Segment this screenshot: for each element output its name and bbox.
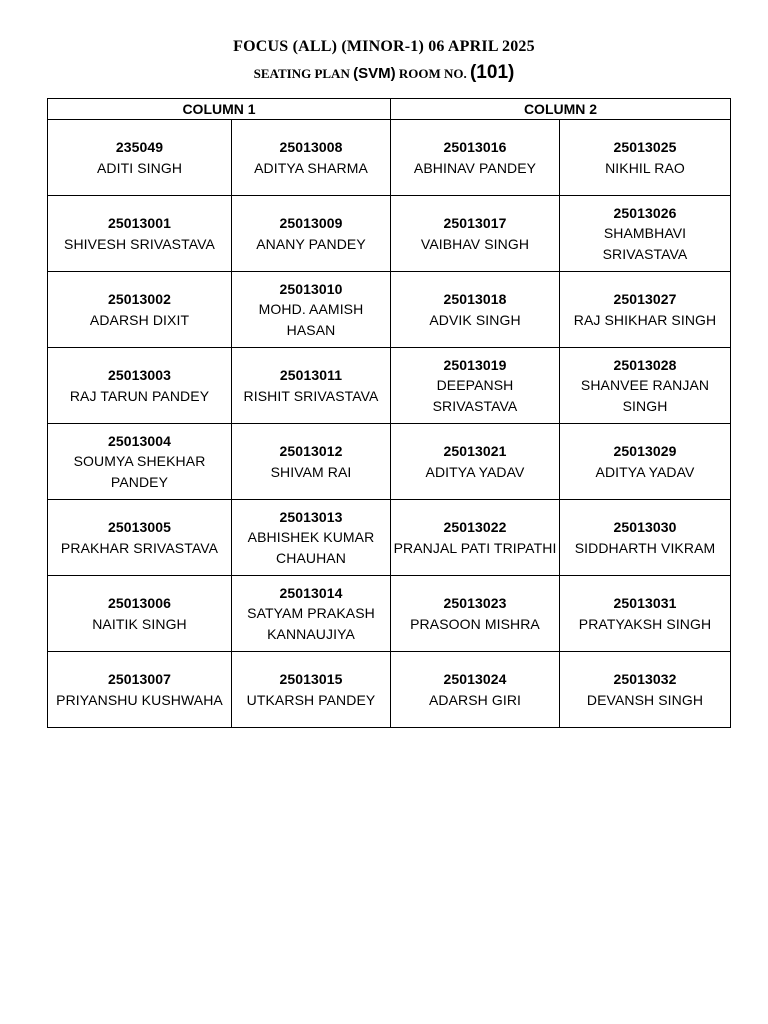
seat-cell	[560, 120, 731, 196]
seat-cell	[48, 424, 232, 500]
student-name: PRAKHAR SRIVASTAVA	[60, 539, 219, 556]
table-row	[48, 120, 731, 196]
seat-cell	[232, 120, 391, 196]
student-name: SHAMBHAVI SRIVASTAVA	[602, 225, 688, 262]
student-name: ANANY PANDEY	[256, 235, 366, 252]
table-row	[48, 424, 731, 500]
roll-number: 25013030	[613, 519, 677, 535]
seat-cell	[391, 348, 560, 424]
seat-cell	[232, 196, 391, 272]
roll-number: 25013003	[107, 367, 172, 383]
seating-table-body	[48, 120, 731, 728]
seat-cell	[391, 120, 560, 196]
seat-cell	[560, 500, 731, 576]
roll-number: 25013004	[107, 432, 172, 449]
seat-cell	[48, 576, 232, 652]
seat-cell	[232, 652, 391, 728]
roll-number: 25013017	[443, 215, 507, 231]
student-name: ADITYA YADAV	[425, 463, 525, 480]
student-name: DEEPANSH SRIVASTAVA	[432, 377, 518, 414]
roll-number: 235049	[115, 139, 164, 155]
student-name: RAJ SHIKHAR SINGH	[573, 311, 717, 328]
seat-cell	[232, 348, 391, 424]
seat-cell	[391, 652, 560, 728]
roll-number: 25013006	[107, 595, 172, 611]
roll-number: 25013019	[443, 356, 507, 373]
seat-cell	[560, 576, 731, 652]
student-name: ADITYA YADAV	[595, 463, 695, 480]
student-name: ABHINAV PANDEY	[413, 159, 537, 176]
student-name: PRASOON MISHRA	[410, 615, 540, 632]
roll-number: 25013016	[443, 139, 507, 155]
seat-cell	[48, 652, 232, 728]
seat-cell	[391, 424, 560, 500]
roll-number: 25013032	[613, 671, 677, 687]
roll-number: 25013022	[443, 519, 507, 535]
centre-code: (SVM)	[353, 65, 396, 82]
seat-cell	[391, 196, 560, 272]
student-name: NIKHIL RAO	[605, 159, 685, 176]
table-row	[48, 348, 731, 424]
roll-number: 25013013	[279, 508, 343, 525]
room-label: ROOM NO.	[398, 66, 467, 81]
column-1-header: COLUMN 1	[48, 99, 391, 120]
seat-cell	[48, 120, 232, 196]
student-name: ADARSH GIRI	[428, 691, 522, 708]
student-name: ADVIK SINGH	[429, 311, 521, 328]
seat-cell	[391, 272, 560, 348]
table-row	[48, 500, 731, 576]
table-row	[48, 272, 731, 348]
roll-number: 25013012	[279, 443, 343, 459]
student-name: PRIYANSHU KUSHWAHA	[56, 691, 223, 708]
seating-plan-heading	[0, 62, 768, 84]
student-name: SHIVESH SRIVASTAVA	[64, 235, 215, 252]
seat-cell	[48, 272, 232, 348]
roll-number: 25013023	[443, 595, 507, 611]
student-name: SOUMYA SHEKHAR PANDEY	[73, 453, 206, 490]
seat-cell	[560, 196, 731, 272]
roll-number: 25013021	[443, 443, 507, 459]
roll-number: 25013010	[279, 280, 343, 297]
roll-number: 25013027	[613, 291, 677, 307]
student-name: ABHISHEK KUMAR CHAUHAN	[247, 529, 375, 566]
seat-cell	[232, 500, 391, 576]
roll-number: 25013031	[613, 595, 677, 611]
seat-cell	[48, 348, 232, 424]
table-row	[48, 196, 731, 272]
student-name: SIDDHARTH VIKRAM	[574, 539, 716, 556]
roll-number: 25013015	[279, 671, 343, 687]
student-name: DEVANSH SINGH	[586, 691, 704, 708]
student-name: RISHIT SRIVASTAVA	[243, 387, 379, 404]
seat-cell	[560, 652, 731, 728]
roll-number: 25013028	[613, 356, 677, 373]
roll-number: 25013011	[279, 367, 343, 383]
roll-number: 25013024	[443, 671, 507, 687]
seat-cell	[560, 348, 731, 424]
student-name: RAJ TARUN PANDEY	[69, 387, 210, 404]
roll-number: 25013014	[279, 584, 343, 601]
seat-cell	[232, 576, 391, 652]
student-name: MOHD. AAMISH HASAN	[258, 301, 364, 338]
roll-number: 25013009	[279, 215, 343, 231]
seat-cell	[48, 500, 232, 576]
roll-number: 25013002	[107, 291, 172, 307]
student-name: ADARSH DIXIT	[89, 311, 190, 328]
seat-cell	[391, 500, 560, 576]
seat-cell	[391, 576, 560, 652]
roll-number: 25013025	[613, 139, 677, 155]
seat-cell	[560, 424, 731, 500]
room-number: (101)	[469, 62, 515, 83]
student-name: NAITIK SINGH	[92, 615, 187, 632]
student-name: PRANJAL PATI TRIPATHI	[393, 539, 557, 556]
seat-cell	[560, 272, 731, 348]
table-row	[48, 576, 731, 652]
roll-number: 25013005	[107, 519, 172, 535]
roll-number: 25013008	[279, 139, 343, 155]
roll-number: 25013029	[613, 443, 677, 459]
table-header-row	[48, 99, 731, 120]
student-name: SHANVEE RANJAN SINGH	[580, 377, 710, 414]
student-name: PRATYAKSH SINGH	[578, 615, 712, 632]
table-row	[48, 652, 731, 728]
exam-title: FOCUS (ALL) (MINOR-1) 06 APRIL 2025	[233, 38, 535, 55]
seating-table	[47, 98, 731, 728]
roll-number: 25013007	[107, 671, 172, 687]
column-2-header: COLUMN 2	[391, 99, 731, 120]
seat-cell	[232, 424, 391, 500]
student-name: UTKARSH PANDEY	[246, 691, 376, 708]
student-name: SATYAM PRAKASH KANNAUJIYA	[247, 605, 375, 642]
seat-cell	[48, 196, 232, 272]
student-name: ADITI SINGH	[96, 159, 183, 176]
roll-number: 25013026	[613, 204, 677, 221]
roll-number: 25013018	[443, 291, 507, 307]
seating-plan-label: SEATING PLAN	[253, 66, 350, 81]
student-name: SHIVAM RAI	[270, 463, 352, 480]
seat-cell	[232, 272, 391, 348]
student-name: VAIBHAV SINGH	[420, 235, 530, 252]
roll-number: 25013001	[107, 215, 172, 231]
student-name: ADITYA SHARMA	[254, 159, 368, 176]
